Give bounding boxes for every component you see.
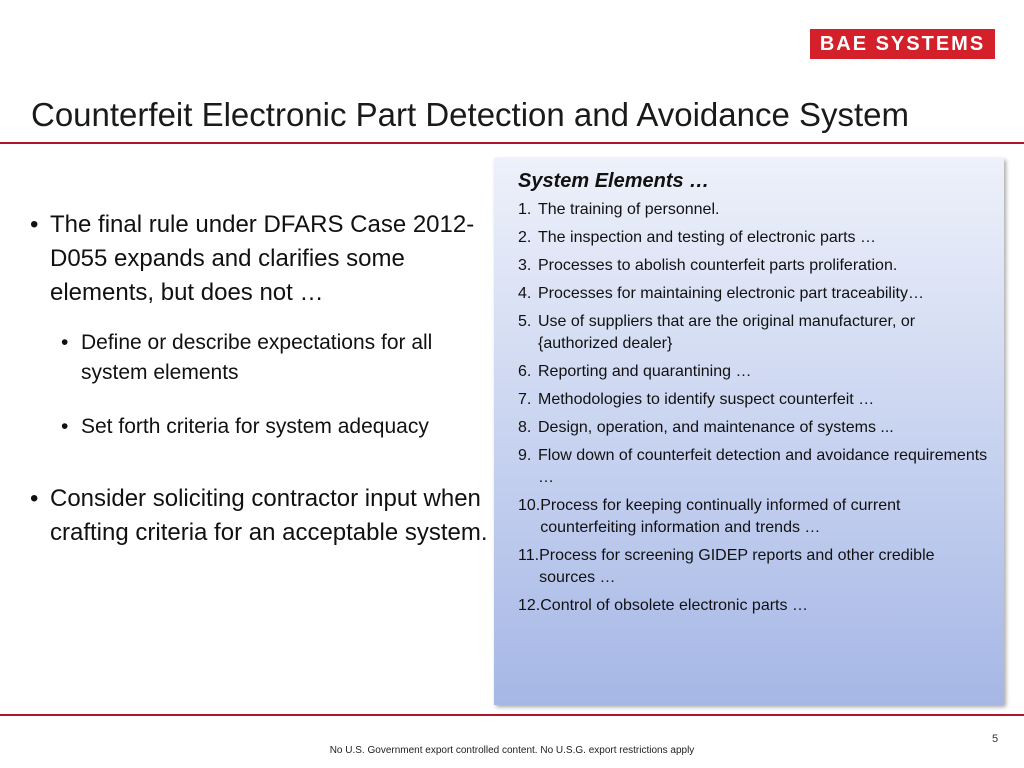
list-item	[518, 595, 994, 617]
list-number: 4.	[518, 285, 532, 302]
bullet-contractor-input: • Consider soliciting contractor input when crafting criteria for an acceptable system.	[30, 482, 492, 550]
system-elements-heading: System Elements …	[518, 170, 710, 192]
list-text: The inspection and testing of electronic parts …	[538, 229, 876, 246]
list-item	[518, 445, 994, 489]
sub-bullet-expectations: • Define or describe expectations for all system elements	[61, 328, 492, 388]
list-number: 2.	[518, 229, 532, 246]
list-item	[518, 255, 994, 277]
bullet-final-rule: • The final rule under DFARS Case 2012-D055 expands and clarifies some elements, but does not …	[30, 208, 492, 310]
list-number: 12.	[518, 597, 541, 614]
list-text: Reporting and quarantining …	[538, 363, 752, 380]
list-text: Control of obsolete electronic parts …	[540, 597, 808, 614]
list-text: Processes for maintaining electronic part traceability…	[538, 285, 924, 302]
list-item	[518, 361, 994, 383]
list-number: 11.	[518, 547, 540, 564]
list-number: 7.	[518, 391, 532, 408]
list-text: Flow down of counterfeit detection and avoidance requirements …	[538, 447, 988, 486]
bae-systems-logo	[810, 29, 995, 59]
list-number: 6.	[518, 363, 532, 380]
list-text: The training of personnel.	[538, 201, 720, 218]
system-elements-box	[494, 158, 1004, 705]
footer-divider	[0, 714, 1024, 716]
system-elements-list	[518, 199, 994, 617]
list-item	[518, 311, 994, 355]
list-text: Methodologies to identify suspect counterfeit …	[538, 391, 875, 408]
list-item	[518, 417, 994, 439]
list-text: Processes to abolish counterfeit parts proliferation.	[538, 257, 898, 274]
list-number: 10.	[518, 497, 541, 514]
list-number: 9.	[518, 447, 532, 464]
list-item	[518, 495, 994, 539]
list-number: 5.	[518, 313, 532, 330]
slide-title: Counterfeit Electronic Part Detection and Avoidance System	[31, 96, 910, 133]
list-item	[518, 283, 994, 305]
sub-bullet-criteria: • Set forth criteria for system adequacy	[61, 412, 492, 442]
list-item	[518, 545, 994, 589]
logo-text: BAE SYSTEMS	[819, 32, 986, 55]
list-number: 3.	[518, 257, 532, 274]
page-number: 5	[992, 733, 999, 745]
list-text: Use of suppliers that are the original manufacturer, or {authorized dealer}	[538, 313, 916, 352]
title-divider	[0, 142, 1024, 144]
list-text: Process for keeping continually informed of current counterfeiting information and trends …	[540, 497, 901, 536]
list-number: 1.	[518, 201, 532, 218]
list-text: Design, operation, and maintenance of systems ...	[538, 419, 894, 436]
left-bullet-column	[30, 208, 492, 550]
list-item	[518, 199, 994, 221]
footer-disclaimer: No U.S. Government export controlled content. No U.S.G. export restrictions apply	[329, 745, 695, 756]
list-item	[518, 389, 994, 411]
list-text: Process for screening GIDEP reports and other credible sources …	[539, 547, 935, 586]
list-item	[518, 227, 994, 249]
list-number: 8.	[518, 419, 532, 436]
